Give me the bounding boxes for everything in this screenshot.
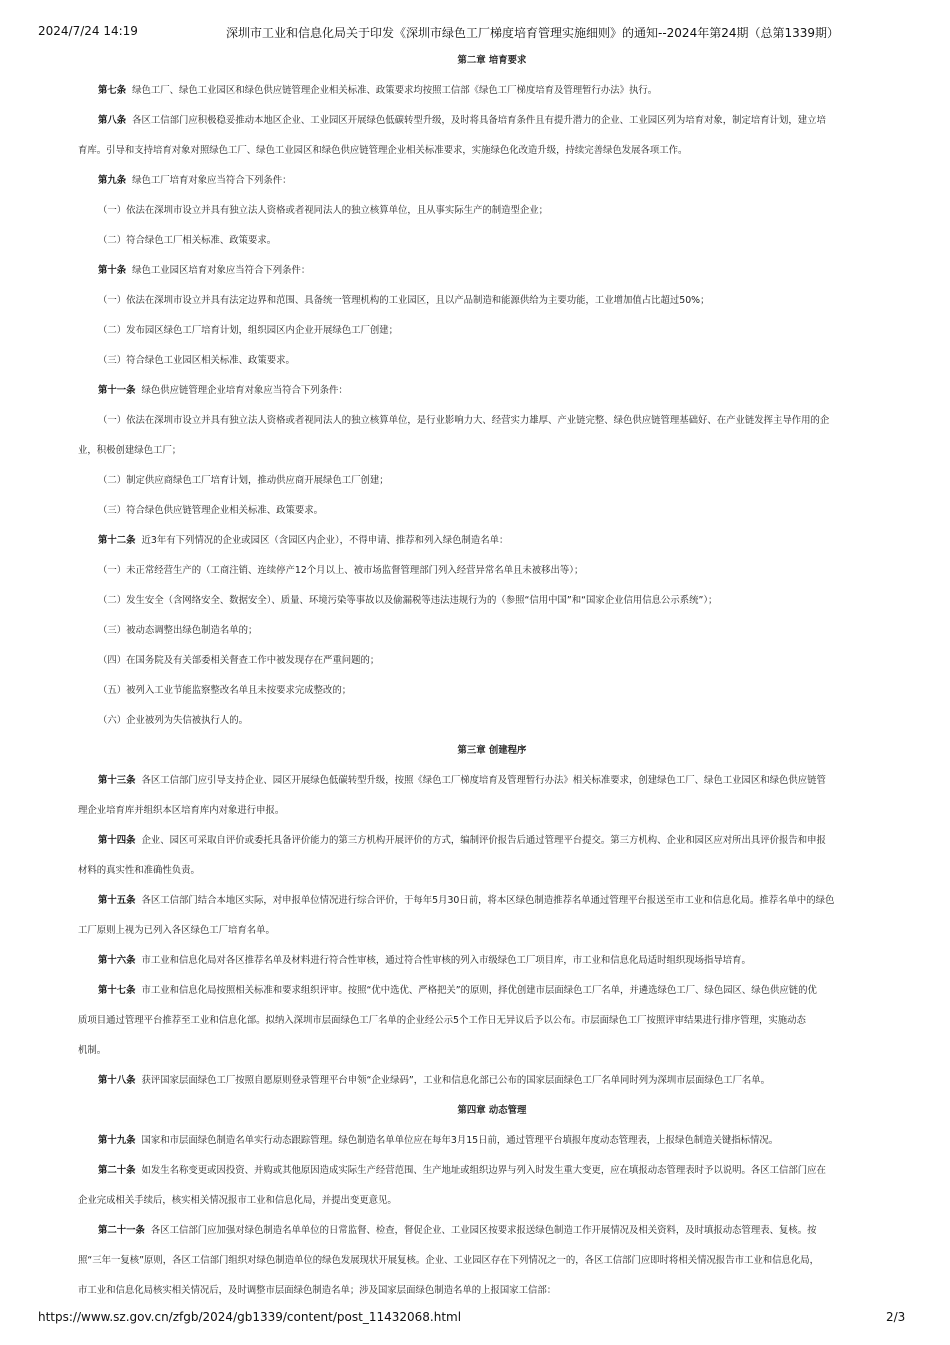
- article-paragraph: [78, 76, 906, 106]
- clause-paragraph: （一）依法在深圳市设立并具有独立法人资格或者视同法人的独立核算单位，且从事实际生产的制造型企业；: [98, 205, 549, 216]
- article-paragraph: [78, 1216, 906, 1246]
- article-label: 第十六条: [98, 955, 136, 966]
- continuation-line: 业，积极创建绿色工厂；: [78, 445, 182, 456]
- article-paragraph: [78, 1066, 906, 1096]
- clause-paragraph: （三）符合绿色工业园区相关标准、政策要求。: [98, 355, 295, 366]
- clause-paragraph: （一）依法在深圳市设立并具有法定边界和范围、具备统一管理机构的工业园区，且以产品制造和能源供给为主要功能，工业增加值占比超过50%；: [98, 295, 710, 306]
- article-text: 各区工信部门应引导支持企业、园区开展绿色低碳转型升级，按照《绿色工厂梯度培育及管理暂行办法》相关标准要求，创建绿色工厂、绿色工业园区和绿色供应链管: [141, 775, 826, 786]
- continuation-line: 机制。: [78, 1045, 107, 1056]
- article-text: 绿色供应链管理企业培育对象应当符合下列条件：: [141, 385, 348, 396]
- article-text: 近3年有下列情况的企业或园区（含园区内企业），不得申请、推荐和列入绿色制造名单：: [141, 535, 509, 546]
- article-paragraph: [78, 1126, 906, 1156]
- article-text: 获评国家层面绿色工厂按照自愿原则登录管理平台申领“企业绿码”，工业和信息化部已公布的国家层面绿色工厂名单同时列为深圳市层面绿色工厂名单。: [141, 1075, 770, 1086]
- article-paragraph: [78, 1156, 906, 1186]
- article-paragraph: [78, 256, 906, 286]
- clause-paragraph: （一）未正常经营生产的（工商注销、连续停产12个月以上、被市场监督管理部门列入经营异常名单且未被移出等）；: [98, 565, 584, 576]
- article-paragraph: [78, 946, 906, 976]
- page-number: 2/3: [886, 1310, 906, 1324]
- article-text: 绿色工业园区培育对象应当符合下列条件：: [132, 265, 311, 276]
- article-label: 第七条: [98, 85, 127, 96]
- article-paragraph: [78, 106, 906, 136]
- article-label: 第八条: [98, 115, 127, 126]
- article-label: 第十二条: [98, 535, 136, 546]
- article-paragraph: [78, 826, 906, 856]
- article-label: 第十五条: [98, 895, 136, 906]
- continuation-line: 企业完成相关手续后，核实相关情况报市工业和信息化局，并提出变更意见。: [78, 1195, 397, 1206]
- clause-paragraph: （四）在国务院及有关部委相关督查工作中被发现存在严重问题的；: [98, 655, 380, 666]
- chapter-heading: 第三章 创建程序: [457, 745, 527, 756]
- continuation-line: 市工业和信息化局核实相关情况后，及时调整市层面绿色制造名单；涉及国家层面绿色制造名单的上报国家工信部：: [78, 1285, 557, 1296]
- continuation-line: 育库。引导和支持培育对象对照绿色工厂、绿色工业园区和绿色供应链管理企业相关标准要求，实施绿色化改造升级，持续完善绿色发展各项工作。: [78, 145, 688, 156]
- clause-paragraph: （三）被动态调整出绿色制造名单的；: [98, 625, 258, 636]
- article-text: 绿色工厂、绿色工业园区和绿色供应链管理企业相关标准、政策要求均按照工信部《绿色工厂梯度培育及管理暂行办法》执行。: [132, 85, 658, 96]
- article-paragraph: [78, 526, 906, 556]
- article-text: 市工业和信息化局对各区推荐名单及材料进行符合性审核，通过符合性审核的列入市级绿色工厂项目库，市工业和信息化局适时组织现场指导培育。: [141, 955, 751, 966]
- article-text: 各区工信部门应加强对绿色制造名单单位的日常监督、检查，督促企业、工业园区按要求报送绿色制造工作开展情况及相关资料，及时填报动态管理表、复核。按: [150, 1225, 817, 1236]
- continuation-line: 理企业培育库并组织本区培育库内对象进行申报。: [78, 805, 285, 816]
- article-label: 第十三条: [98, 775, 136, 786]
- article-text: 各区工信部门结合本地区实际，对申报单位情况进行综合评价，于每年5月30日前，将本区绿色制造推荐名单通过管理平台报送至市工业和信息化局。推荐名单中的绿色: [141, 895, 835, 906]
- article-paragraph: [78, 166, 906, 196]
- page-url[interactable]: https://www.sz.gov.cn/zfgb/2024/gb1339/content/post_11432068.html: [38, 1310, 462, 1324]
- chapter-heading: 第四章 动态管理: [457, 1105, 527, 1116]
- article-label: 第十一条: [98, 385, 136, 396]
- article-paragraph: [78, 376, 906, 406]
- clause-paragraph: （二）发生安全（含网络安全、数据安全）、质量、环境污染等事故以及偷漏税等违法违规行为的（参照“信用中国”和“国家企业信用信息公示系统”）；: [98, 595, 718, 606]
- article-label: 第十七条: [98, 985, 136, 996]
- clause-paragraph: （二）制定供应商绿色工厂培育计划，推动供应商开展绿色工厂创建；: [98, 475, 389, 486]
- article-text: 企业、园区可采取自评价或委托具备评价能力的第三方机构开展评价的方式，编制评价报告后通过管理平台提交。第三方机构、企业和园区应对所出具评价报告和申报: [141, 835, 826, 846]
- continuation-line: 材料的真实性和准确性负责。: [78, 865, 200, 876]
- article-label: 第十九条: [98, 1135, 136, 1146]
- continuation-line: 质项目通过管理平台推荐至工业和信息化部。拟纳入深圳市层面绿色工厂名单的企业经公示5个工作日无异议后予以公布。市层面绿色工厂按照评审结果进行排序管理，实施动态: [78, 1015, 806, 1026]
- article-paragraph: [78, 976, 906, 1006]
- print-datetime: 2024/7/24 14:19: [38, 24, 138, 38]
- continuation-line: 照“三年一复核”原则，各区工信部门组织对绿色制造单位的绿色发展现状开展复核。企业、工业园区存在下列情况之一的，各区工信部门应即时将相关情况报告市工业和信息化局，: [78, 1255, 819, 1266]
- chapter-heading: 第二章 培育要求: [457, 55, 527, 66]
- clause-paragraph: （二）符合绿色工厂相关标准、政策要求。: [98, 235, 277, 246]
- continuation-line: 工厂原则上视为已列入各区绿色工厂培育名单。: [78, 925, 275, 936]
- document-title: 深圳市工业和信息化局关于印发《深圳市绿色工厂梯度培育管理实施细则》的通知--2024年第24期（总第1339期）: [226, 26, 840, 40]
- article-label: 第十四条: [98, 835, 136, 846]
- article-label: 第二十条: [98, 1165, 136, 1176]
- article-text: 国家和市层面绿色制造名单实行动态跟踪管理。绿色制造名单单位应在每年3月15日前，通过管理平台填报年度动态管理表，上报绿色制造关键指标情况。: [141, 1135, 779, 1146]
- article-label: 第九条: [98, 175, 127, 186]
- clause-paragraph: （六）企业被列为失信被执行人的。: [98, 715, 249, 726]
- article-label: 第十条: [98, 265, 127, 276]
- document-body: [78, 46, 906, 1306]
- article-text: 市工业和信息化局按照相关标准和要求组织评审。按照“优中选优、严格把关”的原则，择优创建市层面绿色工厂名单，并遴选绿色工厂、绿色园区、绿色供应链的优: [141, 985, 817, 996]
- article-text: 各区工信部门应积极稳妥推动本地区企业、工业园区开展绿色低碳转型升级，及时将具备培育条件且有提升潜力的企业、工业园区列为培育对象，制定培育计划，建立培: [132, 115, 826, 126]
- article-paragraph: [78, 886, 906, 916]
- article-paragraph: [78, 766, 906, 796]
- article-text: 如发生名称变更或因投资、并购或其他原因造成实际生产经营范围、生产地址或组织边界与列入时发生重大变更，应在填报动态管理表时予以说明。各区工信部门应在: [141, 1165, 826, 1176]
- clause-paragraph: （五）被列入工业节能监察整改名单且未按要求完成整改的；: [98, 685, 352, 696]
- clause-paragraph: （二）发布园区绿色工厂培育计划，组织园区内企业开展绿色工厂创建；: [98, 325, 399, 336]
- clause-paragraph: （三）符合绿色供应链管理企业相关标准、政策要求。: [98, 505, 324, 516]
- clause-paragraph: （一）依法在深圳市设立并具有独立法人资格或者视同法人的独立核算单位，是行业影响力大、经营实力雄厚、产业链完整、绿色供应链管理基础好、在产业链发挥主导作用的企: [98, 415, 830, 426]
- article-text: 绿色工厂培育对象应当符合下列条件：: [132, 175, 292, 186]
- article-label: 第二十一条: [98, 1225, 145, 1236]
- article-label: 第十八条: [98, 1075, 136, 1086]
